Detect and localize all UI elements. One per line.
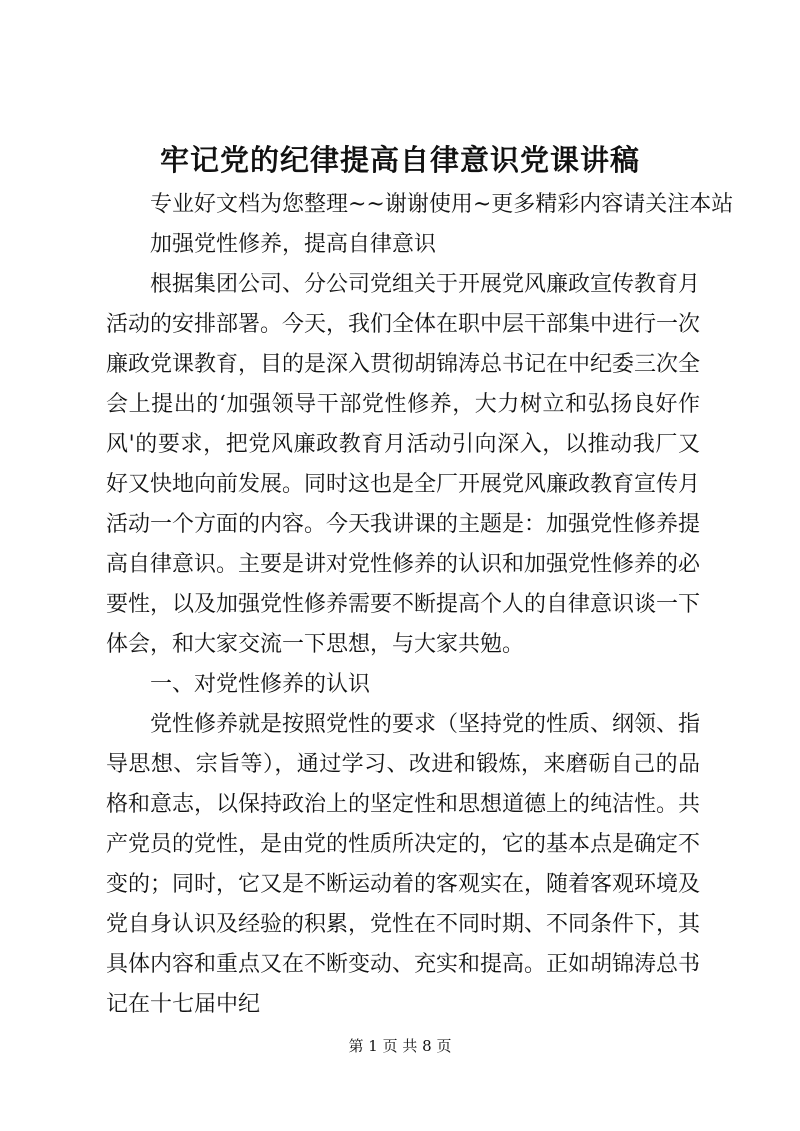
section-heading: 加强党性修养，提高自律意识 xyxy=(150,232,437,257)
intro-paragraph: 根据集团公司、分公司党组关于开展党风廉政宣传教育月活动的安排部署。今天，我们全体在职中层干部集中进行一次廉政党课教育，目的是深入贯彻胡锦涛总书记在中纪委三次全会上提出的‘加强领导干部党性修养，大力树立和弘扬良好作风'的要求，把党风廉政教育月活动引向深入，以推动我厂又好又快地向前发展。同时这也是全厂开展党风廉政教育宣传月活动一个方面的内容。今天我讲课的主题是：加强党性修养提高自律意识。主要是讲对党性修养的认识和加强党性修养的必要性，以及加强党性修养需要不断提高个人的自律意识谈一下体会，和大家交流一下思想，与大家共勉。 xyxy=(106,272,701,657)
page-title: 牢记党的纪律提高自律意识党课讲稿 xyxy=(159,143,640,177)
subsection-heading: 一、对党性修养的认识 xyxy=(150,672,371,697)
body-paragraph: 党性修养就是按照党性的要求（坚持党的性质、纲领、指导思想、宗旨等），通过学习、改进和锻炼，来磨砺自己的品格和意志，以保持政治上的坚定性和思想道德上的纯洁性。共产党员的党性，是由党的性质所决定的，它的基本点是确定不变的；同时，它又是不断运动着的客观实在，随着客观环境及党自身认识及经验的积累，党性在不同时期、不同条件下，其具体内容和重点又在不断变动、充实和提高。正如胡锦涛总书记在十七届中纪 xyxy=(106,712,701,1017)
document-body xyxy=(106,185,734,1025)
page-footer: 第 1 页 共 8 页 xyxy=(348,1037,452,1055)
promo-note: 专业好文档为您整理~~谢谢使用~更多精彩内容请关注本站 xyxy=(150,192,734,217)
